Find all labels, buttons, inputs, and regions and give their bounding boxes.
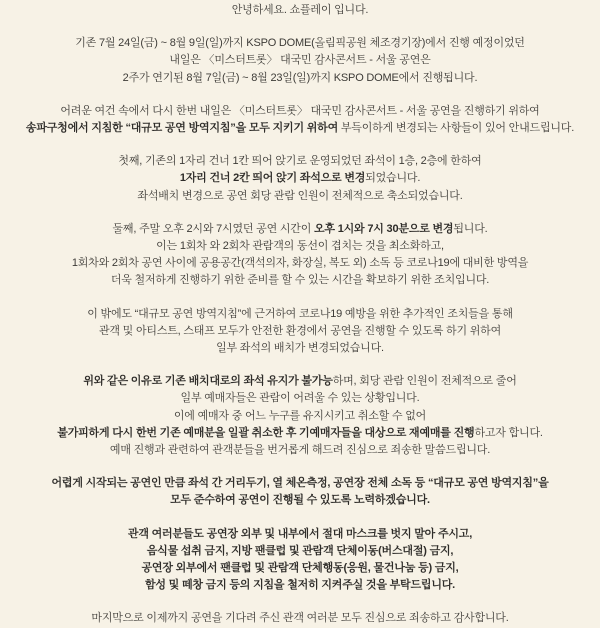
text-line xyxy=(0,408,600,425)
text-segment: 하며, 회당 관람 인원이 전체적으로 줄어 xyxy=(332,375,517,388)
text-line xyxy=(0,425,600,442)
text-segment: 좌석배치 변경으로 공연 회당 관람 인원이 전체적으로 축소되었습니다. xyxy=(137,189,463,202)
text-line xyxy=(0,560,600,577)
text-line xyxy=(0,70,600,87)
text-segment: 더욱 철저하게 진행하기 위한 준비를 할 수 있는 시간을 확보하기 위한 조치입니다. xyxy=(110,274,490,287)
text-line xyxy=(0,188,600,205)
text-segment-bold: 불가피하게 다시 한번 기존 예매분을 일괄 취소한 후 기예매자들을 대상으로 재예매를 진행 xyxy=(57,426,475,439)
text-line xyxy=(0,577,600,594)
text-segment: 둘째, 주말 오후 2시와 7시였던 공연 시간이 xyxy=(112,222,314,235)
paragraph-first-seating-change xyxy=(0,153,600,205)
text-segment: 어려운 여건 속에서 다시 한번 내일은 〈미스터트롯〉 대국민 감사콘서트 - 서울 공연을 진행하기 위하여 xyxy=(60,104,540,117)
text-segment-bold: 오후 1시와 7시 30분으로 변경 xyxy=(314,222,454,235)
text-line xyxy=(0,255,600,272)
paragraph-closing xyxy=(0,610,600,627)
text-segment-bold: 함성 및 떼창 금지 등의 지침을 철저히 지켜주실 것을 부탁드립니다. xyxy=(144,579,456,592)
text-line xyxy=(0,543,600,560)
text-segment: 이 밖에도 “대규모 공연 방역지침”에 근거하여 코로나19 예방을 위한 추가적인 조치들을 통해 xyxy=(87,307,513,320)
text-segment: 기존 7월 24일(금) ~ 8월 9일(일)까지 KSPO DOME(올림픽공원 체조경기장)에서 진행 예정이었던 xyxy=(75,37,525,50)
text-segment: 마지막으로 이제까지 공연을 기다려 주신 관객 여러분 모두 진심으로 죄송하고 감사합니다. xyxy=(91,612,509,625)
text-line xyxy=(0,52,600,69)
text-line xyxy=(0,170,600,187)
text-line xyxy=(0,221,600,238)
text-line xyxy=(0,2,600,19)
paragraph-rebooking-notice xyxy=(0,373,600,459)
text-segment: 되었습니다. xyxy=(365,172,421,185)
text-segment: 하고자 합니다. xyxy=(474,426,543,439)
paragraph-guideline-intro xyxy=(0,103,600,137)
paragraph-additional-measures xyxy=(0,306,600,358)
text-segment: 관객 및 아티스트, 스태프 모두가 안전한 환경에서 공연을 진행할 수 있도록 하기 위하여 xyxy=(98,324,502,337)
text-line xyxy=(0,610,600,627)
text-segment: 내일은 〈미스터트롯〉 대국민 감사콘서트 - 서울 공연은 xyxy=(169,54,431,67)
text-segment: 이에 예매자 중 어느 누구를 유지시키고 취소할 수 없어 xyxy=(173,409,427,422)
text-segment-bold: 어렵게 시작되는 공연인 만큼 좌석 간 거리두기, 열 체온측정, 공연장 전체 소독 등 “대규모 공연 방역지침”을 xyxy=(51,477,549,490)
text-line xyxy=(0,526,600,543)
text-segment-bold: 1자리 건너 2칸 띄어 앉기 좌석으로 변경 xyxy=(179,172,366,185)
notice-paragraphs xyxy=(0,2,600,628)
text-segment: 예매 진행과 관련하여 관객분들을 번거롭게 해드려 진심으로 죄송한 말씀드립니다. xyxy=(109,444,491,457)
text-segment: 안녕하세요. 쇼플레이 입니다. xyxy=(231,4,369,16)
text-line xyxy=(0,442,600,459)
text-segment: 1회차와 2회차 공연 사이에 공용공간(객석의자, 화장실, 복도 외) 소독 등 코로나19에 대비한 방역을 xyxy=(71,257,529,270)
paragraph-second-time-change xyxy=(0,221,600,290)
text-segment: 이는 1회차 와 2회차 관람객의 동선이 겹치는 것을 최소화하고, xyxy=(156,240,444,253)
text-line xyxy=(0,272,600,289)
text-segment: 2주가 연기된 8월 7일(금) ~ 8월 23일(일)까지 KSPO DOME에서 진행됩니다. xyxy=(122,71,478,84)
text-segment-bold: 음식물 섭취 금지, 지방 팬클럽 및 관람객 단체이동(버스대절) 금지, xyxy=(146,544,454,557)
text-line xyxy=(0,120,600,137)
paragraph-compliance-pledge xyxy=(0,475,600,509)
text-line xyxy=(0,323,600,340)
text-segment-bold: 관객 여러분들도 공연장 외부 및 내부에서 절대 마스크를 벗지 말아 주시고, xyxy=(127,527,473,540)
text-line xyxy=(0,153,600,170)
text-line xyxy=(0,492,600,509)
text-line xyxy=(0,306,600,323)
text-segment-bold: 송파구청에서 지침한 “대규모 공연 방역지침”을 모두 지키기 위하여 xyxy=(25,122,338,135)
text-segment-bold: 위와 같은 이유로 기존 배치대로의 좌석 유지가 불가능 xyxy=(83,375,333,388)
text-segment-bold: 공연장 외부에서 팬클럽 및 관람객 단체행동(응원, 물건나눔 등) 금지, xyxy=(141,562,459,575)
text-segment: 됩니다. xyxy=(453,222,488,235)
text-line xyxy=(0,103,600,120)
paragraph-greeting xyxy=(0,2,600,19)
text-line xyxy=(0,475,600,492)
text-segment: 일부 예매자들은 관람이 어려울 수 있는 상황입니다. xyxy=(180,392,420,405)
text-segment: 첫째, 기존의 1자리 건너 1칸 띄어 앉기로 운영되었던 좌석이 1층, 2층에 한하여 xyxy=(118,155,482,168)
paragraph-schedule-change xyxy=(0,35,600,87)
text-segment: 일부 좌석의 배치가 변경되었습니다. xyxy=(216,342,384,355)
text-line xyxy=(0,340,600,357)
text-segment-bold: 모두 준수하여 공연이 진행될 수 있도록 노력하겠습니다. xyxy=(170,494,430,507)
text-segment: 부득이하게 변경되는 사항들이 있어 안내드립니다. xyxy=(338,122,575,135)
text-line xyxy=(0,238,600,255)
text-line xyxy=(0,390,600,407)
text-line xyxy=(0,35,600,52)
paragraph-audience-rules xyxy=(0,526,600,595)
text-line xyxy=(0,373,600,390)
